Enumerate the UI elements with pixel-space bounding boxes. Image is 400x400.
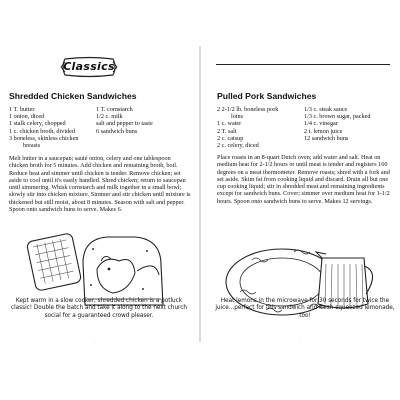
ingredient-item: 1/2 c. milk (96, 113, 123, 121)
ingredient-item: 1 T. cornstarch (96, 106, 133, 113)
ingredient-item: 1 c. water (217, 120, 242, 128)
ingredient-item: salt and pepper to taste (96, 120, 153, 128)
ingredient-item: 12 sandwich buns (304, 134, 349, 142)
ingredient-item: 1 stalk celery, chopped (9, 120, 66, 128)
ingredient-item: 1/3 c. brown sugar, packed (304, 113, 371, 121)
recipe-title: Shredded Chicken Sandwiches (9, 91, 137, 101)
ingredient-item: 6 sandwich buns (96, 127, 138, 135)
ingredients-column-2 (96, 106, 153, 135)
recipe-directions: Place roasts in an 8-quart Dutch oven; add water and salt. Heat on medium heat for 2-1/2 hours or until meat is tender and registers 160 degrees on a meat thermometer. Remove roasts; shred with a fork and set aside. Skim fat from cooking liquid and discard. Drain all but one cup cooking liquid; stir in shredded meat and remaining ingredients except for sandwich buns. Cover; simmer over medium heat for 1-1/2 hours. Spoon onto sandwich buns to serve. Makes 12 servings. (217, 154, 390, 205)
page-number: · (300, 340, 302, 345)
page-number: · (95, 340, 97, 345)
ingredient-item: 2 t. lemon juice (304, 127, 343, 135)
left-page (3, 44, 195, 344)
book-gutter (199, 46, 201, 342)
ingredient-item: 2 c. catsup (217, 134, 244, 142)
ingredient-item: 2 2-1/2 lb. boneless pork (217, 106, 279, 113)
recipe-directions: Melt butter in a saucepan; sauté onion, celery and one tablespoon chicken broth for 5 minutes. Add chicken and remaining broth, boil. Reduce heat and simmer until chicken is tender. Remove chicken; set aside to cool until it's easily handled. Shred chicken; return to saucepan until simmering. Whisk cornstarch and milk together in a small bowl; slowly stir into chicken mixture. Simmer and stir chicken until mixture is thickened but still moist, about 8 minutes. Season with salt and pepper. Spoon onto sandwich buns to serve. Makes 6. (9, 155, 191, 214)
ingredient-item: breasts (23, 142, 41, 150)
tip-caption: Heat lemons in the microwave for 30 seconds for twice the juice...perfect for this sandwich and fresh-squeezed lemonade, too! (215, 298, 395, 319)
ingredient-item: 1 T. butter (9, 106, 35, 113)
ingredient-item: 2 c. celery, diced (217, 142, 259, 150)
classics-banner (59, 56, 119, 78)
right-page (206, 44, 398, 344)
ingredients-column-2 (304, 106, 370, 142)
header-rule (216, 64, 390, 65)
ingredient-item: 1/3 c. steak sauce (304, 106, 348, 113)
banner-label: Classics (63, 60, 115, 73)
ingredient-item: 3 boneless, skinless chicken (9, 134, 79, 142)
ingredient-item: 1/4 c. vinegar (304, 120, 338, 128)
ingredients-column-1 (217, 106, 278, 149)
recipe-title: Pulled Pork Sandwiches (217, 91, 317, 101)
ingredient-item: loins (231, 113, 244, 121)
ingredient-item: 2 T. salt (217, 127, 237, 135)
tip-caption: Kept warm in a slow cooker, shredded chicken is a potluck classic! Double the batch and take it along to the next church social for a guaranteed crowd pleaser. (10, 298, 188, 319)
ingredient-item: 1 c. chicken broth, divided (9, 127, 75, 135)
ingredients-column-1 (9, 106, 78, 149)
ingredient-item: 1 onion, diced (9, 113, 45, 121)
